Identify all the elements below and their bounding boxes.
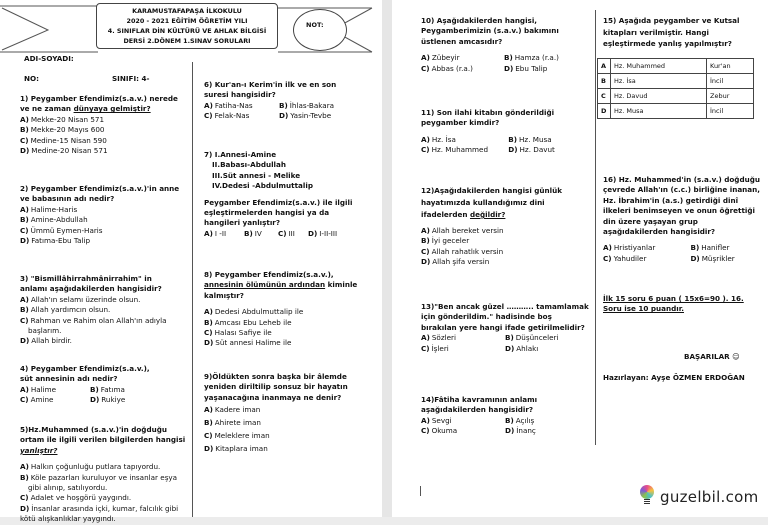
watermark-logo: guzelbil.com — [660, 488, 759, 506]
option-b[interactable]: B) Amcası Ebu Leheb ile — [204, 317, 292, 327]
table-row[interactable]: B Hz. İsa İncil — [598, 74, 754, 89]
option-a[interactable]: A) Allah bereket versin — [421, 226, 504, 235]
option-d[interactable]: D) Fatıma-Ebu Talip — [20, 236, 91, 246]
question-5: 5)Hz.Muhammed (s.a.v.)'in doğduğu ortam ile ilgili verilen bilgilerden hangisi yanlıştır? A) Halkın çoğunluğu putlara tapıyordu. B) Köle pazarları kuruluyor ve insanlar eşya gibi alınıp, satılıyordu. C) Adalet ve hoşgörü yaygındı. D) İnsanlar arasında içki, kumar, falcılık gibi kötü alışkanlıklar yaygındı. — [20, 425, 186, 524]
question-1: 1) Peygamber Efendimiz(s.a.v.) nerede ve ne zaman dünyaya gelmiştir? A) Mekke-20 Nisan 571 B) Mekke-20 Mayıs 600 C) Medine-15 Nisan 590 D) Medine-20 Nisan 571 — [20, 94, 186, 156]
option-c[interactable]: C) Abbas (r.a.) — [421, 63, 473, 73]
option-c[interactable]: C) Allah rahatlık versin — [421, 246, 504, 256]
question-2: 2) Peygamber Efendimiz(s.a.v.)'in anne ve babasının adı nedir? A) Halime-Haris B) Amine-Abdullah C) Ümmü Eymen-Haris D) Fatıma-Ebu Talip — [20, 184, 186, 246]
option-b[interactable]: B) Köle pazarları kuruluyor ve insanlar eşya gibi alınıp, satılıyordu. — [20, 472, 178, 493]
text-cursor — [420, 486, 421, 496]
option-d[interactable]: D) Allah birdir. — [20, 336, 72, 346]
table-row[interactable]: D Hz. Musa İncil — [598, 104, 754, 119]
grade-label: NOT: — [306, 21, 324, 29]
option-c[interactable]: C) Yahudiler — [603, 253, 647, 263]
prophet-book-table — [597, 58, 754, 119]
option-d[interactable]: D) İnsanlar arasında içki, kumar, falcılık gibi kötü alışkanlıklar yaygındı. — [20, 503, 179, 524]
option-b[interactable]: B) Amine-Abdullah — [20, 215, 88, 225]
option-c[interactable]: C) İşleri — [421, 343, 449, 353]
academic-year: 2020 - 2021 EĞİTİM ÖĞRETİM YILI — [126, 17, 248, 25]
option-c[interactable]: C) Felak-Nas — [204, 111, 250, 121]
option-d[interactable]: D) Medine-20 Nisan 571 — [20, 146, 108, 156]
question-15: 15) Aşağıda peygamber ve Kutsal kitapları verilmiştir. Hangi eşleştirmede yanlış yapılmıştır? — [603, 16, 740, 48]
course-name: 4. SINIFLAR DİN KÜLTÜRÜ VE AHLAK BİLGİSİ — [107, 27, 267, 35]
option-a[interactable]: A) Hristiyanlar — [603, 243, 656, 253]
table-row[interactable]: A Hz. Muhammed Kur'an — [598, 59, 754, 74]
question-6: 6) Kur'an-ı Kerim'in ilk ve en son suresi hangisidir? A) Fatiha-Nas B) İhlas-Bakara C) Felak-Nas D) Yasin-Tevbe — [204, 80, 354, 122]
option-b[interactable]: B) Düşünceleri — [505, 333, 559, 343]
option-d[interactable]: D) Allah şifa versin — [421, 257, 490, 267]
option-b[interactable]: B) İyi geceler — [421, 236, 470, 246]
option-a[interactable]: A) Fatiha-Nas — [204, 100, 253, 110]
option-b[interactable]: B) Hamza (r.a.) — [504, 53, 559, 63]
question-16: 16) Hz. Muhammed'in (s.a.v.) doğduğu çevrede Allah'ın (c.c.) birliğine inanan, Hz. İbrahim'in (a.s.) getirdiği dinî ilkeleri benimseyen ve onun öğrettiği din üzere yaşayan grup aşağıdakilerden hangisidir? A) Hristiyanlar B) Hanifler C) Yahudiler D) Müşrikler — [603, 175, 760, 263]
option-c[interactable]: C) Ümmü Eymen-Haris — [20, 225, 103, 235]
option-d[interactable]: D) I-II-III — [308, 228, 338, 238]
option-c[interactable]: C) Meleklere iman — [204, 431, 270, 441]
option-d[interactable]: D) Ebu Talip — [504, 63, 548, 73]
number-field-label: NO: — [24, 74, 39, 83]
option-c[interactable]: C) Amine — [20, 395, 54, 405]
option-d[interactable]: D) Kitaplara iman — [204, 444, 268, 454]
option-c[interactable]: C) Rahman ve Rahim olan Allah'ın adıyla başlarım. — [20, 315, 167, 336]
option-a[interactable]: A) I -II — [204, 228, 227, 238]
option-a[interactable]: A) Kadere iman — [204, 405, 261, 415]
option-b[interactable]: B) Hanifler — [690, 243, 730, 253]
scoring-note: İlk 15 soru 6 puan ( 15x6=90 ). 16. Soru ise 10 puandır. — [603, 294, 744, 314]
option-b[interactable]: B) Hz. Musa — [508, 134, 552, 144]
school-name: KARAMUSTAFAPAŞA İLKOKULU — [132, 7, 242, 15]
question-11: 11) Son ilahi kitabın gönderildiği peygamber kimdir? A) Hz. İsa B) Hz. Musa C) Hz. Muhammed D) Hz. Davut — [421, 108, 581, 156]
good-luck-text: BAŞARILAR ☺ — [684, 352, 740, 361]
option-c[interactable]: C) Medine-15 Nisan 590 — [20, 135, 107, 145]
question-4: 4) Peygamber Efendimiz(s.a.v.), süt annesinin adı nedir? A) Halime B) Fatıma C) Amine D) Rukiye — [20, 364, 160, 406]
option-d[interactable]: D) Müşrikler — [690, 253, 735, 263]
grade-circle — [293, 9, 347, 51]
option-a[interactable]: A) Sözleri — [421, 333, 456, 343]
lightbulb-base-icon — [644, 499, 650, 505]
option-b[interactable]: B) Mekke-20 Mayıs 600 — [20, 125, 105, 135]
option-c[interactable]: C) Hz. Muhammed — [421, 145, 489, 155]
option-b[interactable]: B) İhlas-Bakara — [279, 100, 335, 110]
question-3: 3) "Bismillâhirrahmânirrahim" in anlamı aşağıdakilerden hangisidir? A) Allah'ın selamı üzerinde olsun. B) Allah yardımcın olsun. C) Rahman ve Rahim olan Allah'ın adıyla başlarım. D) Allah birdir. — [20, 274, 170, 347]
author-credit: Hazırlayan: Ayşe ÖZMEN ERDOĞAN — [603, 373, 745, 382]
option-a[interactable]: A) Mekke-20 Nisan 571 — [20, 114, 105, 124]
question-10: 10) Aşağıdakilerden hangisi, Peygamberimizin (s.a.v.) bakımını üstlenen amcasıdır? A) Zübeyir B) Hamza (r.a.) C) Abbas (r.a.) D) Ebu Talip — [421, 16, 587, 74]
option-a[interactable]: A) Hz. İsa — [421, 134, 456, 144]
class-field-label: SINIFI: 4- — [112, 74, 150, 83]
option-a[interactable]: A) Halkın çoğunluğu putlara tapıyordu. — [20, 462, 161, 472]
option-d[interactable]: D) İnanç — [505, 426, 536, 436]
option-b[interactable]: B) Ahirete iman — [204, 418, 261, 428]
option-c[interactable]: C) III — [278, 228, 295, 238]
lightbulb-icon — [640, 485, 654, 499]
option-b[interactable]: B) Fatıma — [90, 384, 125, 394]
column-divider — [192, 62, 193, 517]
option-c[interactable]: C) Adalet ve hoşgörü yaygındı. — [20, 493, 132, 503]
option-b[interactable]: B) Açılış — [505, 415, 535, 425]
question-9: 9)Öldükten sonra başka bir âlemde yeniden diriltilip sonsuz bir hayatın yaşanacağına inanmaya ne denir? A) Kadere iman B) Ahirete iman C) Meleklere iman D) Kitaplara iman — [204, 372, 370, 455]
exam-page-1 — [0, 0, 382, 524]
question-8: 8) Peygamber Efendimiz(s.a.v.), annesinin ölümünün ardından kiminle kalmıştır? A) Dedesi Abdulmuttalip ile B) Amcası Ebu Leheb ile C) Halası Safiye ile D) Süt annesi Halime ile — [204, 270, 364, 349]
exam-name: DERSİ 2.DÖNEM 1.SINAV SORULARI — [123, 37, 251, 45]
page-gap — [382, 0, 392, 517]
option-a[interactable]: A) Zübeyir — [421, 53, 460, 63]
table-row[interactable]: C Hz. Davud Zebur — [598, 89, 754, 104]
option-a[interactable]: A) Dedesi Abdulmuttalip ile — [204, 307, 304, 317]
option-a[interactable]: A) Allah'ın selamı üzerinde olsun. — [20, 294, 141, 304]
option-c[interactable]: C) Okuma — [421, 426, 458, 436]
question-13: 13)"Ben ancak güzel ……….. tamamlamak için gönderildim." hadisinde boş bırakılan yere hangi ifade getirilmelidir? A) Sözleri B) Düşünceleri C) İşleri D) Ahlakı — [421, 302, 589, 353]
option-b[interactable]: B) IV — [244, 228, 262, 238]
option-d[interactable]: D) Yasin-Tevbe — [279, 111, 332, 121]
option-a[interactable]: A) Sevgi — [421, 415, 452, 425]
option-a[interactable]: A) Halime-Haris — [20, 204, 78, 214]
option-d[interactable]: D) Rukiye — [90, 395, 126, 405]
exam-title-box — [96, 3, 278, 49]
option-c[interactable]: C) Halası Safiye ile — [204, 328, 272, 338]
question-14: 14)Fâtiha kavramının anlamı aşağıdakilerden hangisidir? A) Sevgi B) Açılış C) Okuma D) İnanç — [421, 395, 589, 437]
column-divider-2 — [595, 10, 596, 445]
option-a[interactable]: A) Halime — [20, 384, 57, 394]
question-7: 7) I.Annesi-Amine II.Babası-Abdullah III.Süt annesi - Melike IV.Dedesi -Abdulmuttalip Peygamber Efendimiz(s.a.v.) ile ilgili eşleştirmelerden hangisi ya da hangileri yanlıştır? A) I -II B) IV C) III D) I-II-III — [204, 150, 353, 238]
option-b[interactable]: B) Allah yardımcın olsun. — [20, 305, 111, 315]
option-d[interactable]: D) Hz. Davut — [508, 145, 555, 155]
question-12: 12)Aşağıdakilerden hangisi günlük hayatımızda kullandığımız dini ifadelerden değildir? A) Allah bereket versin B) İyi geceler C) Allah rahatlık versin D) Allah şifa versin — [421, 185, 589, 268]
option-d[interactable]: D) Süt annesi Halime ile — [204, 338, 292, 348]
name-field-label: ADI-SOYADI: — [24, 54, 74, 63]
option-d[interactable]: D) Ahlakı — [505, 343, 539, 353]
